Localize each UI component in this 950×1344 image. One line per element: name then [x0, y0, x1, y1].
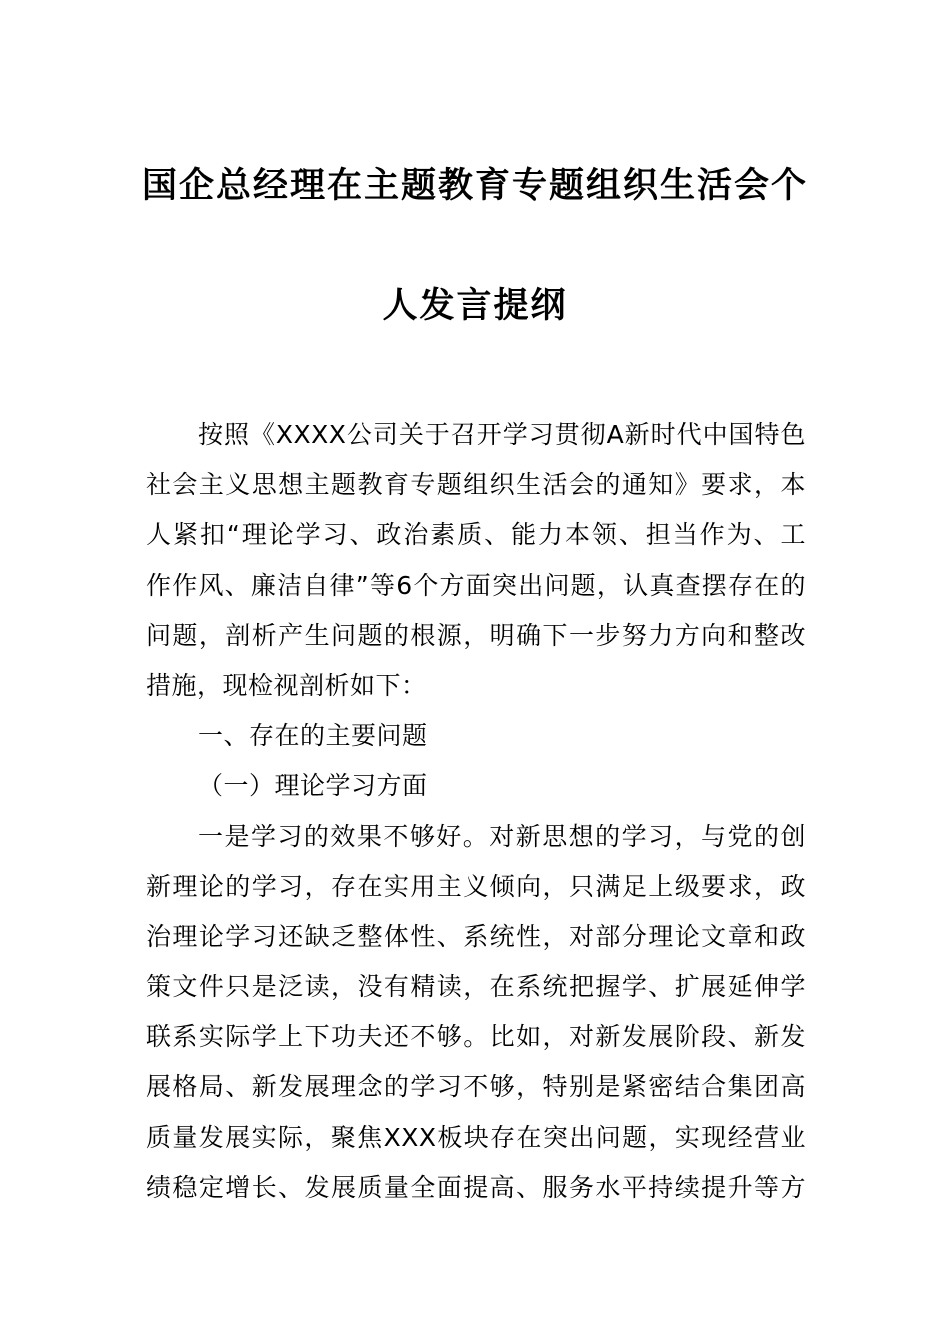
document-body: [146, 410, 806, 1213]
paragraph-line: 一是学习的效果不够好。对新思想的学习，与党的创: [198, 821, 806, 851]
paragraph-line: 作作风、廉洁自律”等6个方面突出问题，认真查摆存在的: [146, 570, 806, 600]
section-heading: 一、存在的主要问题: [198, 721, 428, 751]
paragraph-line: 绩稳定增长、发展质量全面提高、服务水平持续提升等方: [146, 1172, 806, 1202]
paragraph-line: 治理论学习还缺乏整体性、系统性，对部分理论文章和政: [146, 921, 806, 951]
document-title-line-1: 国企总经理在主题教育专题组织生活会个: [141, 165, 808, 206]
paragraph-line: 措施，现检视剖析如下：: [146, 670, 427, 700]
paragraph-line: 质量发展实际，聚焦XXX板块存在突出问题，实现经营业: [146, 1122, 806, 1152]
paragraph-line: 社会主义思想主题教育专题组织生活会的通知》要求，本: [146, 470, 806, 500]
document-title-line-2: 人发言提纲: [382, 285, 568, 326]
paragraph-line: 问题，剖析产生问题的根源，明确下一步努力方向和整改: [146, 620, 806, 650]
paragraph-line: 策文件只是泛读，没有精读，在系统把握学、扩展延伸学: [146, 972, 806, 1002]
paragraph-line: 联系实际学上下功夫还不够。比如，对新发展阶段、新发: [146, 1022, 806, 1052]
paragraph-line: 新理论的学习，存在实用主义倾向，只满足上级要求，政: [146, 871, 806, 901]
paragraph-line: 人紧扣“理论学习、政治素质、能力本领、担当作为、工: [146, 520, 806, 550]
paragraph-line: 按照《XXXX公司关于召开学习贯彻A新时代中国特色: [198, 420, 806, 449]
subsection-heading: （一）理论学习方面: [198, 771, 428, 801]
paragraph-line: 展格局、新发展理念的学习不够，特别是紧密结合集团高: [146, 1072, 806, 1102]
